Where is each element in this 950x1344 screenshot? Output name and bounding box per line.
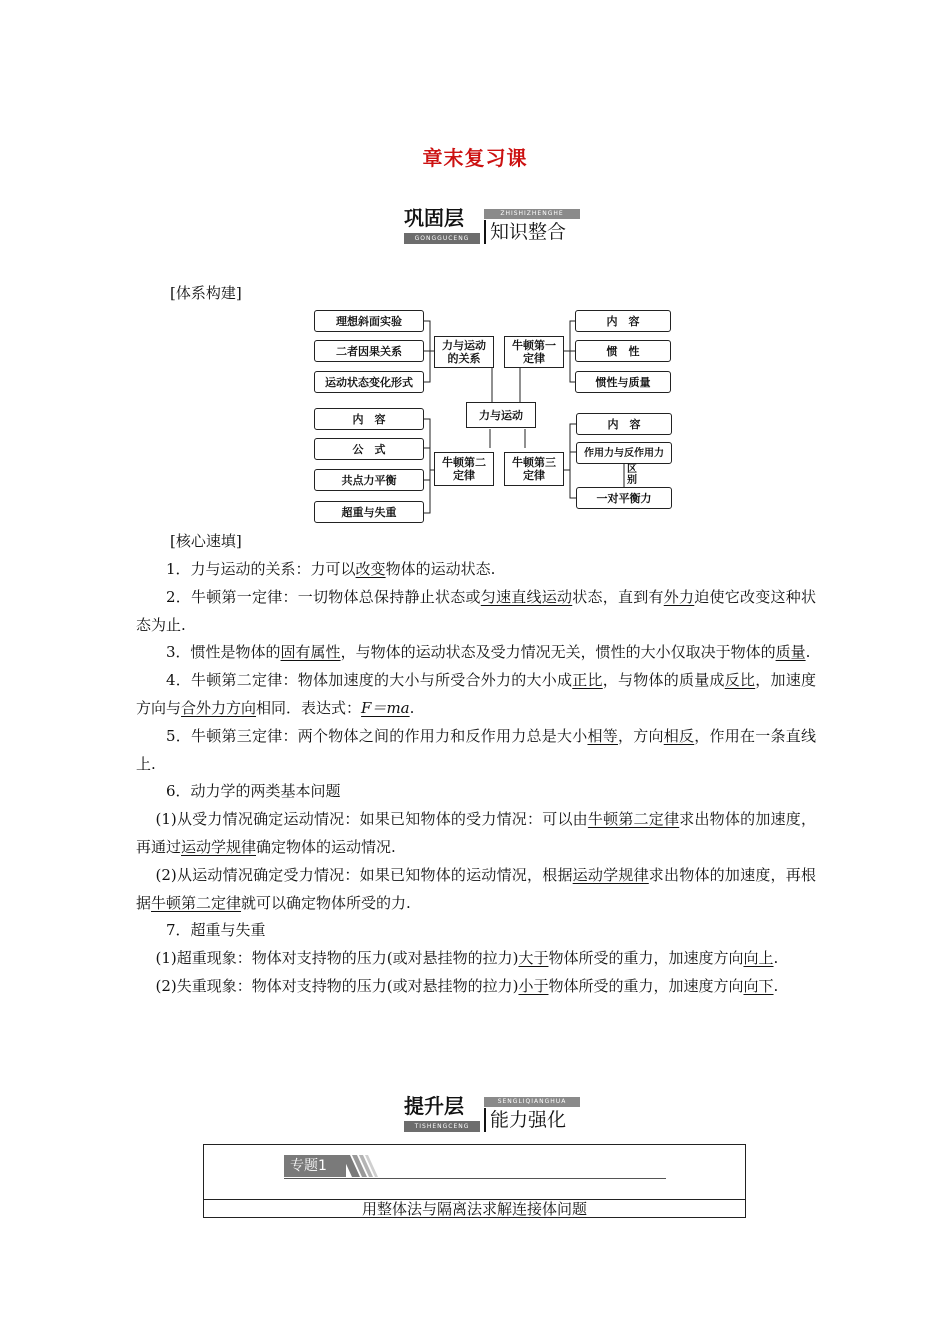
item-2: 2．牛顿第一定律：一切物体总保持静止状态或匀速直线运动状态，直到有外力迫使它改变这种状态为止.	[136, 587, 816, 634]
topic-underline	[284, 1178, 666, 1179]
item-5: 5．牛顿第三定律：两个物体之间的作用力和反作用力总是大小相等，方向相反，作用在一条直线上.	[136, 726, 816, 773]
banner-consolidation	[404, 206, 584, 246]
answer-blank: 质量	[775, 643, 806, 662]
item-3: 3．惯性是物体的固有属性，与物体的运动状态及受力情况无关，惯性的大小仅取决于物体的质量.	[166, 643, 811, 662]
answer-blank: 反比	[724, 671, 756, 690]
banner-pinyin-bottom: GONGGUCENG	[404, 233, 480, 244]
box-first-content: 内 容	[575, 310, 671, 332]
section-label-core: [核心速填]	[170, 532, 242, 550]
box-overweight-weightless: 超重与失重	[314, 501, 424, 523]
box-balanced-forces: 一对平衡力	[576, 487, 672, 509]
answer-blank: 牛顿第二定律	[587, 810, 680, 829]
answer-blank: 运动学规律	[181, 837, 257, 856]
box-force-and-motion: 力与运动	[466, 402, 536, 428]
item-7-1: (1)超重现象：物体对支持物的压力(或对悬挂物的拉力)大于物体所受的重力，加速度方向向上.	[155, 949, 779, 968]
banner-subtitle: 能力强化	[484, 1108, 566, 1132]
banner-enhancement	[404, 1094, 584, 1134]
answer-blank: 改变	[355, 560, 386, 578]
box-equilibrium: 共点力平衡	[314, 469, 424, 491]
banner-main-text: 提升层	[404, 1094, 464, 1118]
box-inertia-mass: 惯性与质量	[575, 371, 671, 393]
banner-pinyin-top: ZHISHIZHENGHE	[484, 209, 580, 219]
item-4: 4．牛顿第二定律：物体加速度的大小与所受合外力的大小成正比，与物体的质量成反比，加速度方向与合外力方向相同．表达式：F＝ma.	[136, 671, 816, 717]
answer-blank: 相反	[663, 726, 695, 745]
box-newton-second-law: 牛顿第二定律	[434, 452, 494, 486]
answer-blank: 外力	[663, 587, 695, 606]
banner-main-text: 巩固层	[404, 206, 464, 230]
item-7: 7．超重与失重	[166, 921, 266, 940]
answer-blank: 运动学规律	[572, 865, 649, 884]
banner-subtitle: 知识整合	[484, 220, 566, 244]
box-ideal-incline-experiment: 理想斜面实验	[314, 310, 424, 332]
page-title: 章末复习课	[422, 146, 528, 170]
core-fill-content	[136, 556, 816, 1001]
banner-pinyin-top: SENGLIQIANGHUA	[484, 1097, 580, 1107]
answer-blank: 牛顿第二定律	[151, 893, 242, 912]
item-6-1: (1)从受力情况确定运动情况：如果已知物体的受力情况：可以由牛顿第二定律求出物体的加速度，再通过运动学规律确定物体的运动情况.	[136, 810, 816, 856]
topic-caption: 用整体法与隔离法求解连接体问题	[361, 1200, 587, 1218]
box-newton-third-law: 牛顿第三定律	[504, 452, 564, 486]
box-third-content: 内 容	[576, 413, 672, 435]
topic-tag: 专题1	[284, 1155, 346, 1177]
item-1: 1．力与运动的关系：力可以改变物体的运动状态.	[166, 560, 496, 578]
topic-box	[203, 1144, 746, 1218]
box-cause-effect: 二者因果关系	[314, 340, 424, 362]
answer-blank: 小于	[518, 976, 549, 995]
item-6-2: (2)从运动情况确定受力情况：如果已知物体的运动情况，根据运动学规律求出物体的加速度，再根据牛顿第二定律就可以确定物体所受的力.	[136, 865, 816, 912]
answer-blank: 相等	[587, 726, 618, 745]
answer-blank: 合外力方向	[181, 698, 257, 717]
box-newton-first-law: 牛顿第一定律	[504, 336, 564, 368]
answer-blank: 向下	[743, 976, 774, 995]
box-force-motion-relation: 力与运动的关系	[434, 336, 494, 368]
formula-blank: F＝ma	[361, 698, 410, 717]
label-difference: 区 别	[627, 464, 637, 486]
item-7-2: (2)失重现象：物体对支持物的压力(或对悬挂物的拉力)小于物体所受的重力，加速度方向向下.	[155, 976, 779, 995]
box-second-content: 内 容	[314, 408, 424, 430]
answer-blank: 大于	[518, 949, 549, 968]
answer-blank: 正比	[572, 671, 603, 690]
box-formula: 公 式	[314, 438, 424, 460]
concept-diagram	[300, 304, 680, 526]
answer-blank: 匀速直线运动	[480, 587, 573, 606]
item-6: 6．动力学的两类基本问题	[166, 782, 341, 801]
answer-blank: 固有属性	[280, 643, 341, 662]
box-action-reaction: 作用力与反作用力	[576, 442, 672, 464]
stripes-decoration	[342, 1155, 382, 1177]
answer-blank: 向上	[743, 949, 774, 968]
section-label-system: [体系构建]	[170, 284, 242, 302]
box-inertia: 惯 性	[575, 340, 671, 362]
banner-pinyin-bottom: TISHENGCENG	[404, 1121, 480, 1132]
box-motion-state-change: 运动状态变化形式	[314, 371, 424, 393]
